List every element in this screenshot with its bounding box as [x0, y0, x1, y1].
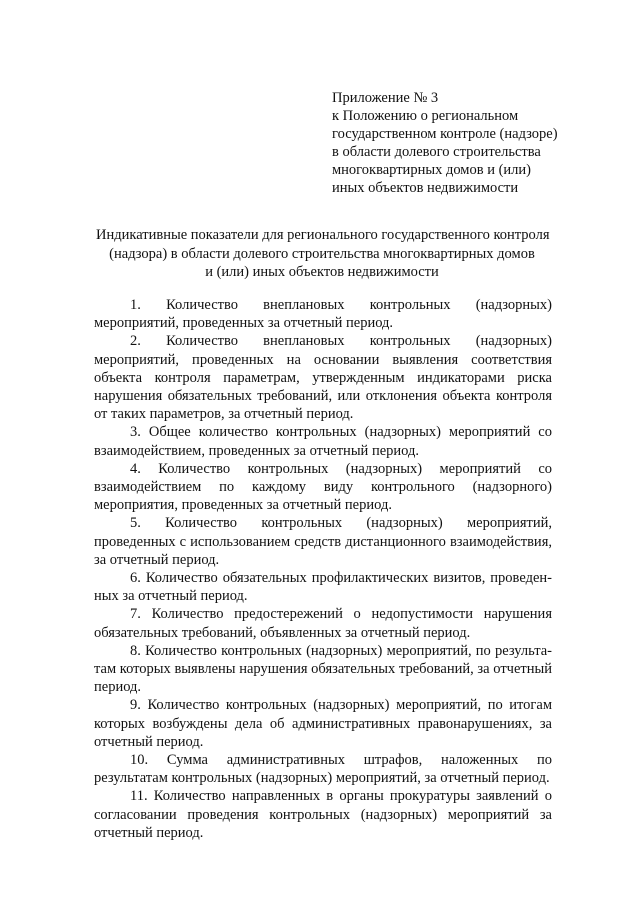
- title-line: и (или) иных объектов недвижимости: [205, 264, 439, 280]
- appendix-line: государственном контроле (надзоре): [332, 126, 558, 142]
- indicator-item-4: 4. Количество контрольных (надзорных) мероприятий со взаимодействием по каждому виду контрольного (надзорного) мероприятия, проведенных за отчетный период.: [94, 460, 552, 514]
- appendix-line: многоквартирных домов и (или): [332, 162, 531, 178]
- indicator-item-6: 6. Количество обязательных профилактических визитов, проведенных за отчетный период.: [94, 570, 552, 605]
- title-line: (надзора) в области долевого строительства многоквартирных домов: [109, 245, 535, 262]
- indicator-item-9: 9. Количество контрольных (надзорных) мероприятий, по итогам которых возбуждены дела об административных правонарушениях, за отчетный период.: [94, 697, 552, 750]
- indicator-item-5: 5. Количество контрольных (надзорных) мероприятий, проведенных с использованием средств дистанционного взаимодействия, за отчетный период.: [94, 515, 552, 568]
- appendix-line: иных объектов недвижимости: [332, 180, 519, 196]
- appendix-line: Приложение № 3: [332, 90, 439, 106]
- title-line: Индикативные показатели для регионального государственного контроля: [96, 227, 550, 243]
- appendix-header: [332, 89, 592, 197]
- indicator-list: [94, 296, 552, 842]
- indicator-item-1: 1. Количество внеплановых контрольных (надзорных) мероприятий, проведенных за отчетный период.: [94, 297, 552, 332]
- indicator-item-10: 10. Сумма административных штрафов, наложенных по результатам контрольных (надзорных) мероприятий, за отчетный период.: [94, 752, 552, 787]
- document-title: [96, 226, 548, 282]
- indicator-item-8: 8. Количество контрольных (надзорных) мероприятий, по результатам которых выявлены нарушения обязательных требований, за отчетный период.: [94, 642, 552, 696]
- indicator-item-11: 11. Количество направленных в органы прокуратуры заявлений о согласовании проведения контрольных (надзорных) мероприятий за отчетный период.: [94, 788, 552, 841]
- indicator-item-7: 7. Количество предостережений о недопустимости нарушения обязательных требований, объявленных за отчетный период.: [94, 606, 552, 641]
- appendix-line: в области долевого строительства: [332, 144, 541, 160]
- indicator-item-3: 3. Общее количество контрольных (надзорных) мероприятий со взаимодействием, проведенных за отчетный период.: [94, 424, 552, 459]
- indicator-item-2: 2. Количество внеплановых контрольных (надзорных) мероприятий, проведенных на основании выявления соответствия объекта контроля параметрам, утвержденным индикаторами риска нарушения обязательных требований, или отклонения объекта контроля от таких параметров, за отчетный период.: [94, 333, 552, 423]
- appendix-line: к Положению о региональном: [332, 108, 519, 124]
